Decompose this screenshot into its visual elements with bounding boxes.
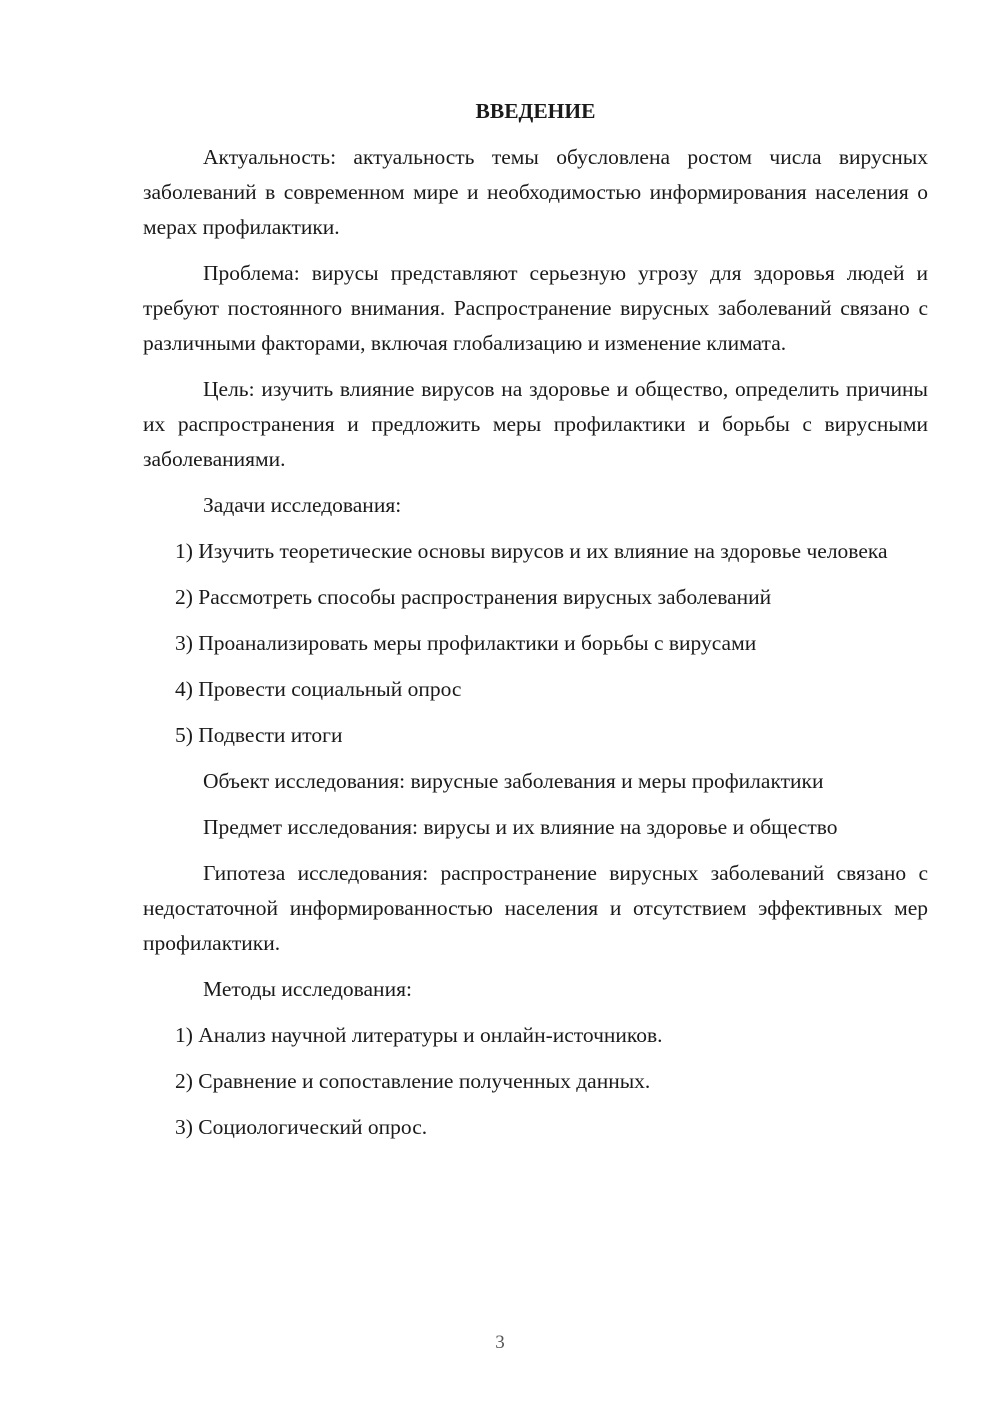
task-item-4: 4) Провести социальный опрос — [175, 677, 462, 701]
task-item-3: 3) Проанализировать меры профилактики и борьбы с вирусами — [175, 631, 757, 655]
methods-title: Методы исследования: — [203, 977, 412, 1001]
page-number: 3 — [495, 1332, 505, 1353]
task-item-5: 5) Подвести итоги — [175, 723, 343, 747]
subject-paragraph: Предмет исследования: вирусы и их влияние на здоровье и общество — [203, 815, 838, 839]
method-item-3: 3) Социологический опрос. — [175, 1115, 428, 1139]
goal-paragraph: Цель: изучить влияние вирусов на здоровье и общество, определить причины их распространения и предложить меры профилактики и борьбы с вирусными заболеваниями. — [143, 377, 928, 471]
task-item-2: 2) Рассмотреть способы распространения вирусных заболеваний — [175, 585, 772, 609]
task-item-1: 1) Изучить теоретические основы вирусов и их влияние на здоровье человека — [175, 539, 888, 563]
document-page — [143, 94, 928, 1156]
tasks-title: Задачи исследования: — [203, 493, 402, 517]
relevance-paragraph: Актуальность: актуальность темы обусловлена ростом числа вирусных заболеваний в современном мире и необходимостью информирования населения о мерах профилактики. — [143, 145, 928, 239]
method-item-1: 1) Анализ научной литературы и онлайн-источников. — [175, 1023, 663, 1047]
object-paragraph: Объект исследования: вирусные заболевания и меры профилактики — [203, 769, 824, 793]
hypothesis-paragraph: Гипотеза исследования: распространение вирусных заболеваний связано с недостаточной информированностью населения и отсутствием эффективных мер профилактики. — [143, 861, 928, 955]
method-item-2: 2) Сравнение и сопоставление полученных данных. — [175, 1069, 651, 1093]
document-heading: ВВЕДЕНИЕ — [475, 99, 596, 123]
problem-paragraph: Проблема: вирусы представляют серьезную угрозу для здоровья людей и требуют постоянного внимания. Распространение вирусных заболеваний связано с различными факторами, включая глобализацию и изменение климата. — [143, 261, 928, 355]
